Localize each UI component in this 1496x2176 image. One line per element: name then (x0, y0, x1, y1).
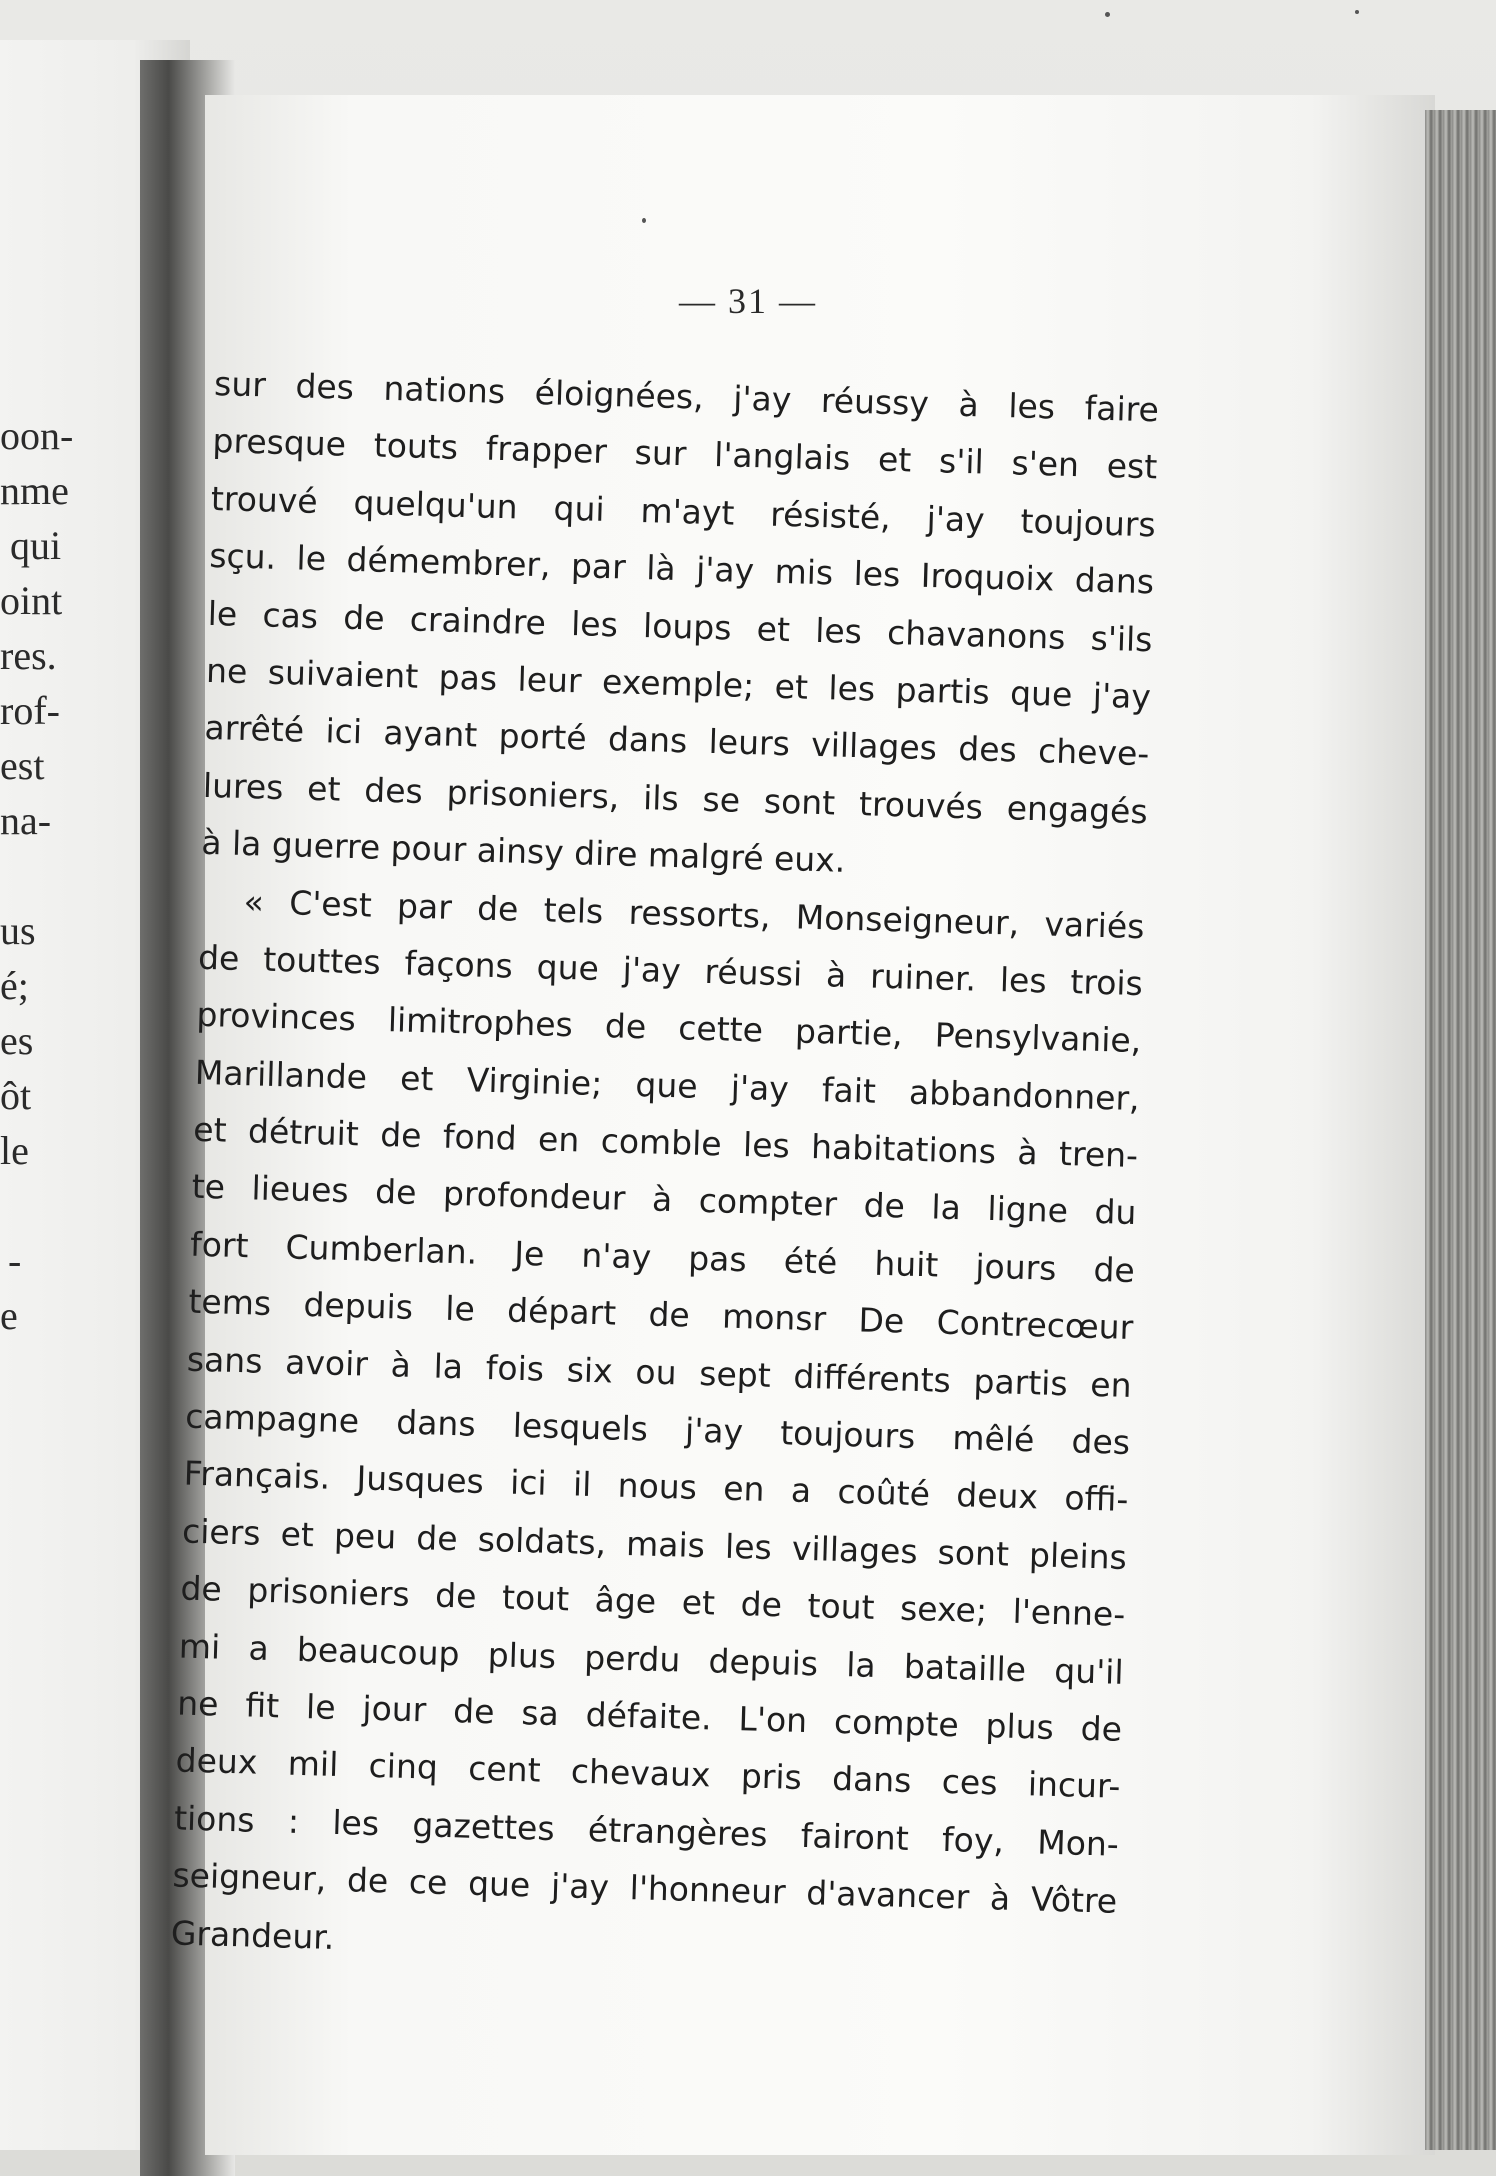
body-text (170, 355, 1159, 1988)
page-edge-stack (1425, 110, 1496, 2150)
text-line: mi a beaucoup plus perdu depuis la bataille qu'il (178, 1626, 1125, 1692)
text-line: arrêté ici ayant porté dans leurs villages des cheve- (204, 708, 1150, 774)
left-page-fragment: ôt (0, 1073, 32, 1118)
text-line: de prisoniers de tout âge et de tout sexe; l'enne- (180, 1568, 1126, 1635)
text-line: « C'est par de tels ressorts, Monseigneur, variés (243, 881, 1145, 946)
text-line: ne fit le jour de sa défaite. L'on compte plus de (176, 1683, 1123, 1749)
left-page-fragment: nme (0, 468, 69, 513)
left-page-fragment: qui (10, 523, 62, 568)
left-page-fragment: us (0, 908, 36, 953)
text-line: sçu. le démembrer, par là j'ay mis les Iroquoix dans (208, 536, 1155, 602)
text-line: te lieues de profondeur à compter de la ligne du (191, 1167, 1137, 1233)
text-line: de touttes façons que j'ay réussi à ruiner. les trois (197, 937, 1144, 1004)
left-page-fragment: rof- (0, 688, 60, 733)
left-page-fragment: e (0, 1293, 18, 1338)
text-line: campagne dans lesquels j'ay toujours mêlé des (184, 1396, 1131, 1462)
left-page-fragment: res. (0, 633, 57, 678)
text-line: le cas de craindre les loups et les chavanons s'ils (207, 593, 1153, 659)
text-line: Marillande et Virginie; que j'ay fait abbandonner, (194, 1052, 1141, 1118)
page-number: — 31 — (679, 281, 817, 321)
left-page-fragment: oint (0, 578, 63, 623)
text-line: Français. Jusques ici il nous en a coûté deux offi- (183, 1453, 1129, 1520)
text-line: trouvé quelqu'un qui m'ayt résisté, j'ay toujours (210, 478, 1157, 545)
text-line: sans avoir à la fois six ou sept différents partis en (186, 1339, 1133, 1405)
text-line: seigneur, de ce que j'ay l'honneur d'avancer à Vôtre (171, 1855, 1118, 1921)
dust-speck (1105, 12, 1110, 17)
left-page-fragment: est (0, 743, 45, 788)
text-line: tems depuis le départ de monsr De Contrecœur (188, 1281, 1134, 1348)
text-line: à la guerre pour ainsy dire malgré eux. (200, 822, 846, 880)
text-line: ne suivaient pas leur exemple; et les partis que j'ay (205, 650, 1152, 717)
dust-speck (1355, 10, 1359, 14)
text-line: provinces limitrophes de cette partie, Pensylvanie, (196, 995, 1142, 1061)
text-line: tions : les gazettes étrangères fairont foy, Mon- (173, 1798, 1120, 1864)
left-page-fragment: - (8, 1238, 22, 1283)
left-page-fragment: le (0, 1128, 29, 1173)
text-line: Grandeur. (170, 1912, 335, 1957)
left-page-fragment: es (0, 1018, 34, 1063)
left-page-fragment: na- (0, 798, 52, 843)
text-line: deux mil cinq cent chevaux pris dans ces incur- (175, 1740, 1121, 1807)
text-line: presque touts frapper sur l'anglais et s'il s'en est (212, 421, 1158, 487)
left-page-fragment: é; (0, 963, 29, 1008)
dust-speck (642, 218, 646, 223)
left-page-fragment: oon- (0, 413, 74, 458)
text-line: sur des nations éloignées, j'ay réussy à les faire (213, 363, 1160, 430)
text-line: ciers et peu de soldats, mais les villages sont pleins (181, 1511, 1128, 1577)
text-line: fort Cumberlan. Je n'ay pas été huit jours de (189, 1224, 1136, 1290)
text-line: lures et des prisoniers, ils se sont trouvés engagés (202, 765, 1149, 831)
text-line: et détruit de fond en comble les habitations à tren- (192, 1109, 1139, 1176)
